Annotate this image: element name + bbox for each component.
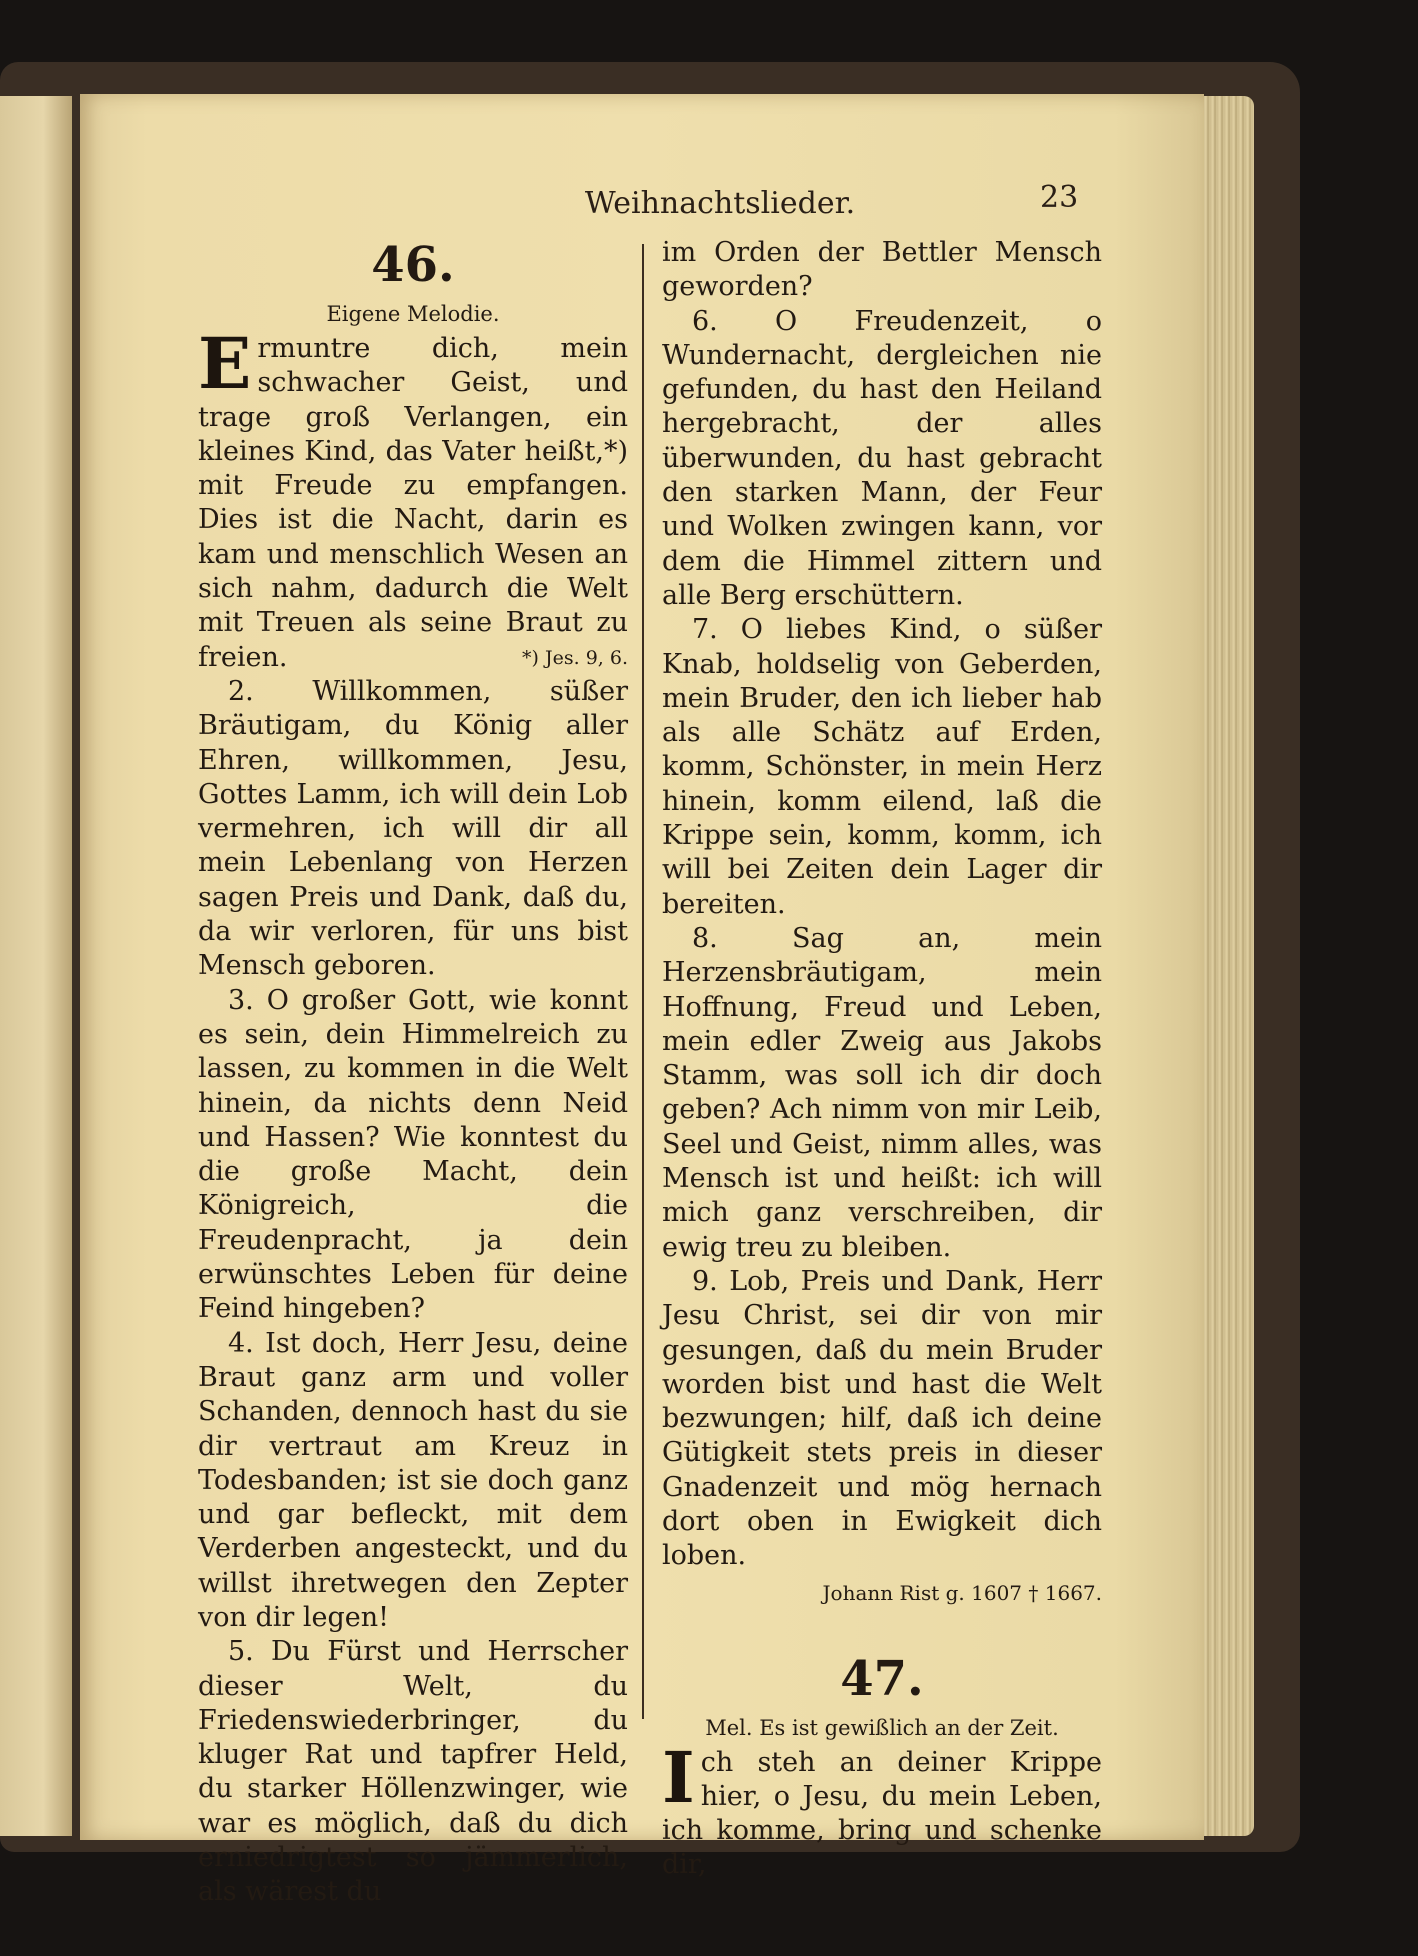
hymn-46-stanza-1-text: rmuntre dich, mein schwacher Geist, und trage groß Verlangen, ein kleines Kind, das Vater heißt,*) mit Freude zu empfangen. Dies ist die Nacht, darin es kam und menschlich Wesen an sich nahm, dadurch die Welt mit Treuen als seine Braut zu freien.: [198, 333, 628, 673]
hymn-46-stanza-5: 5. Du Fürst und Herrscher dieser Welt, du Friedenswiederbringer, du kluger Rat und tapfrer Held, du starker Höllenzwinger, wie war es möglich, daß du dich erniedrigtest so jämmerlich, als wärest du: [198, 1636, 628, 1908]
hymn-47-initial: I: [662, 1735, 695, 1819]
hymn-46-stanza-8: 8. Sag an, mein Herzensbräutigam, mein Hoffnung, Freud und Leben, mein edler Zweig aus Jakobs Stamm, was soll ich dir doch geben? Ach nimm von mir Leib, Seel und Geist, nimm alles, was Mensch ist und heißt: ich will mich ganz verschreiben, dir ewig treu zu bleiben.: [662, 922, 1102, 1263]
hymn-47-stanza-1: [662, 1735, 1102, 1883]
hymn-46-footnote: *) Jes. 9, 6.: [522, 646, 628, 669]
left-column: [198, 236, 628, 1910]
column-divider: [642, 244, 644, 1719]
page-edges: [1196, 96, 1254, 1836]
hymn-46-stanza-2: 2. Willkommen, süßer Bräutigam, du König aller Ehren, willkommen, Jesu, Gottes Lamm, ich will dein Lob vermehren, ich will dir all mein Lebenlang von Herzen sagen Preis und Dank, daß du, da wir verloren, für uns bist Mensch geboren.: [198, 675, 628, 982]
hymn-46-attribution: Johann Rist g. 1607 † 1667.: [822, 1580, 1102, 1605]
hymn-46-stanza-5-continued: im Orden der Bettler Mensch geworden?: [662, 237, 1102, 303]
hymn-47-stanza-1-text: ch steh an deiner Krippe hier, o Jesu, du mein Leben, ich komme, bring und schenke dir,: [662, 1746, 1102, 1881]
facing-page-edge: [0, 96, 72, 1836]
hymn-46-number: 46.: [371, 237, 455, 293]
hymn-46-initial: E: [198, 322, 252, 405]
hymn-46-stanza-6: 6. O Freudenzeit, o Wundernacht, dergleichen nie gefunden, du hast den Heiland hergebracht, der alles überwunden, du hast gebracht den starken Mann, der Feur und Wolken zwingen kann, vor dem die Himmel zittern und alle Berg erschüttern.: [662, 305, 1102, 611]
hymn-47-number: 47.: [840, 1650, 924, 1707]
hymn-46-stanza-1: [198, 322, 628, 675]
hymn-46-stanza-3: 3. O großer Gott, wie konnt es sein, dein Himmelreich zu lassen, zu kommen in die Welt hinein, da nichts denn Neid und Hassen? Wie konntest du die große Macht, dein Königreich, die Freudenpracht, ja dein erwünschtes Leben für deine Feind hingeben?: [198, 984, 628, 1325]
running-head: Weihnachtslieder.: [584, 186, 856, 221]
hymn-47-melody: Mel. Es ist gewißlich an der Zeit.: [705, 1715, 1059, 1740]
page-number: 23: [1040, 180, 1079, 215]
hymn-46-stanza-4: 4. Ist doch, Herr Jesu, deine Braut ganz arm und voller Schanden, dennoch hast du sie dir vertraut am Kreuz in Todesbanden; ist sie doch ganz und gar befleckt, mit dem Verderben angesteckt, und du willst ihretwegen den Zepter von dir legen!: [198, 1327, 628, 1633]
hymn-46-stanza-9: 9. Lob, Preis und Dank, Herr Jesu Christ, sei dir von mir gesungen, daß du mein Bruder worden bist und hast die Welt bezwungen; hilf, daß ich deine Gütigkeit stets preis in dieser Gnadenzeit und mög hernach dort oben in Ewigkeit dich loben.: [662, 1265, 1102, 1572]
hymn-46-melody: Eigene Melodie.: [326, 302, 500, 326]
book-page: [80, 94, 1204, 1908]
hymn-46-stanza-7: 7. O liebes Kind, o süßer Knab, holdselig von Geberden, mein Bruder, den ich lieber hab als alle Schätz auf Erden, komm, Schönster, in mein Herz hinein, komm eilend, laß die Krippe sein, komm, komm, ich will bei Zeiten dein Lager dir bereiten.: [662, 614, 1102, 920]
right-column: [662, 236, 1102, 1883]
